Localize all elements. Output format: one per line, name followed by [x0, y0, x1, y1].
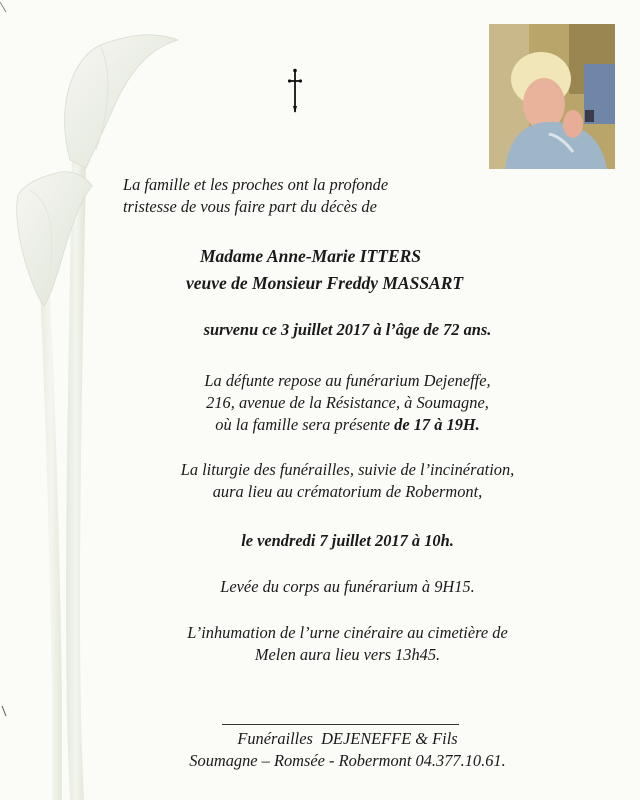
deceased-name-block: [0, 243, 640, 297]
burial-paragraph: [0, 622, 640, 666]
levee-line: Levée du corps au funérarium à 9H15.: [220, 577, 475, 596]
visiting-hours: de 17 à 19H.: [394, 415, 480, 434]
burial-line-1: L’inhumation de l’urne cinéraire au cimetière de: [187, 623, 508, 642]
portrait-photo: [489, 24, 615, 169]
deceased-name: Madame Anne-Marie ITTERS: [200, 246, 422, 266]
edge-tick: [0, 706, 10, 718]
repose-line-2: 216, avenue de la Résistance, à Soumagne,: [206, 393, 489, 412]
death-date-line: survenu ce 3 juillet 2017 à l’âge de 72 ans.: [203, 320, 492, 339]
repose-line-3-text: où la famille sera présente: [215, 415, 395, 434]
liturgy-line-2: aura lieu au crématorium de Robermont,: [212, 482, 483, 501]
footer: [0, 728, 640, 772]
liturgy-paragraph: [0, 459, 640, 503]
intro-paragraph: [0, 174, 640, 218]
intro-line-1: La famille et les proches ont la profonde: [123, 175, 389, 194]
repose-paragraph: [0, 370, 640, 436]
funeral-home-contact: Soumagne – Romsée - Robermont 04.377.10.61.: [189, 751, 506, 770]
repose-line-1: La défunte repose au funérarium Dejeneffe,: [204, 371, 491, 390]
burial-line-2: Melen aura lieu vers 13h45.: [254, 645, 441, 664]
ceremony-date: le vendredi 7 juillet 2017 à 10h.: [241, 531, 454, 550]
spouse-line: veuve de Monsieur Freddy MASSART: [186, 273, 464, 293]
cross-icon: [288, 68, 302, 114]
funeral-home-name: Funérailles DEJENEFFE & Fils: [237, 729, 458, 748]
intro-line-2: tristesse de vous faire part du décès de: [123, 197, 377, 216]
corner-mark: [0, 0, 10, 20]
repose-line-3: [55, 414, 640, 436]
liturgy-line-1: La liturgie des funérailles, suivie de l’incinération,: [180, 460, 515, 479]
footer-divider: [222, 724, 459, 725]
